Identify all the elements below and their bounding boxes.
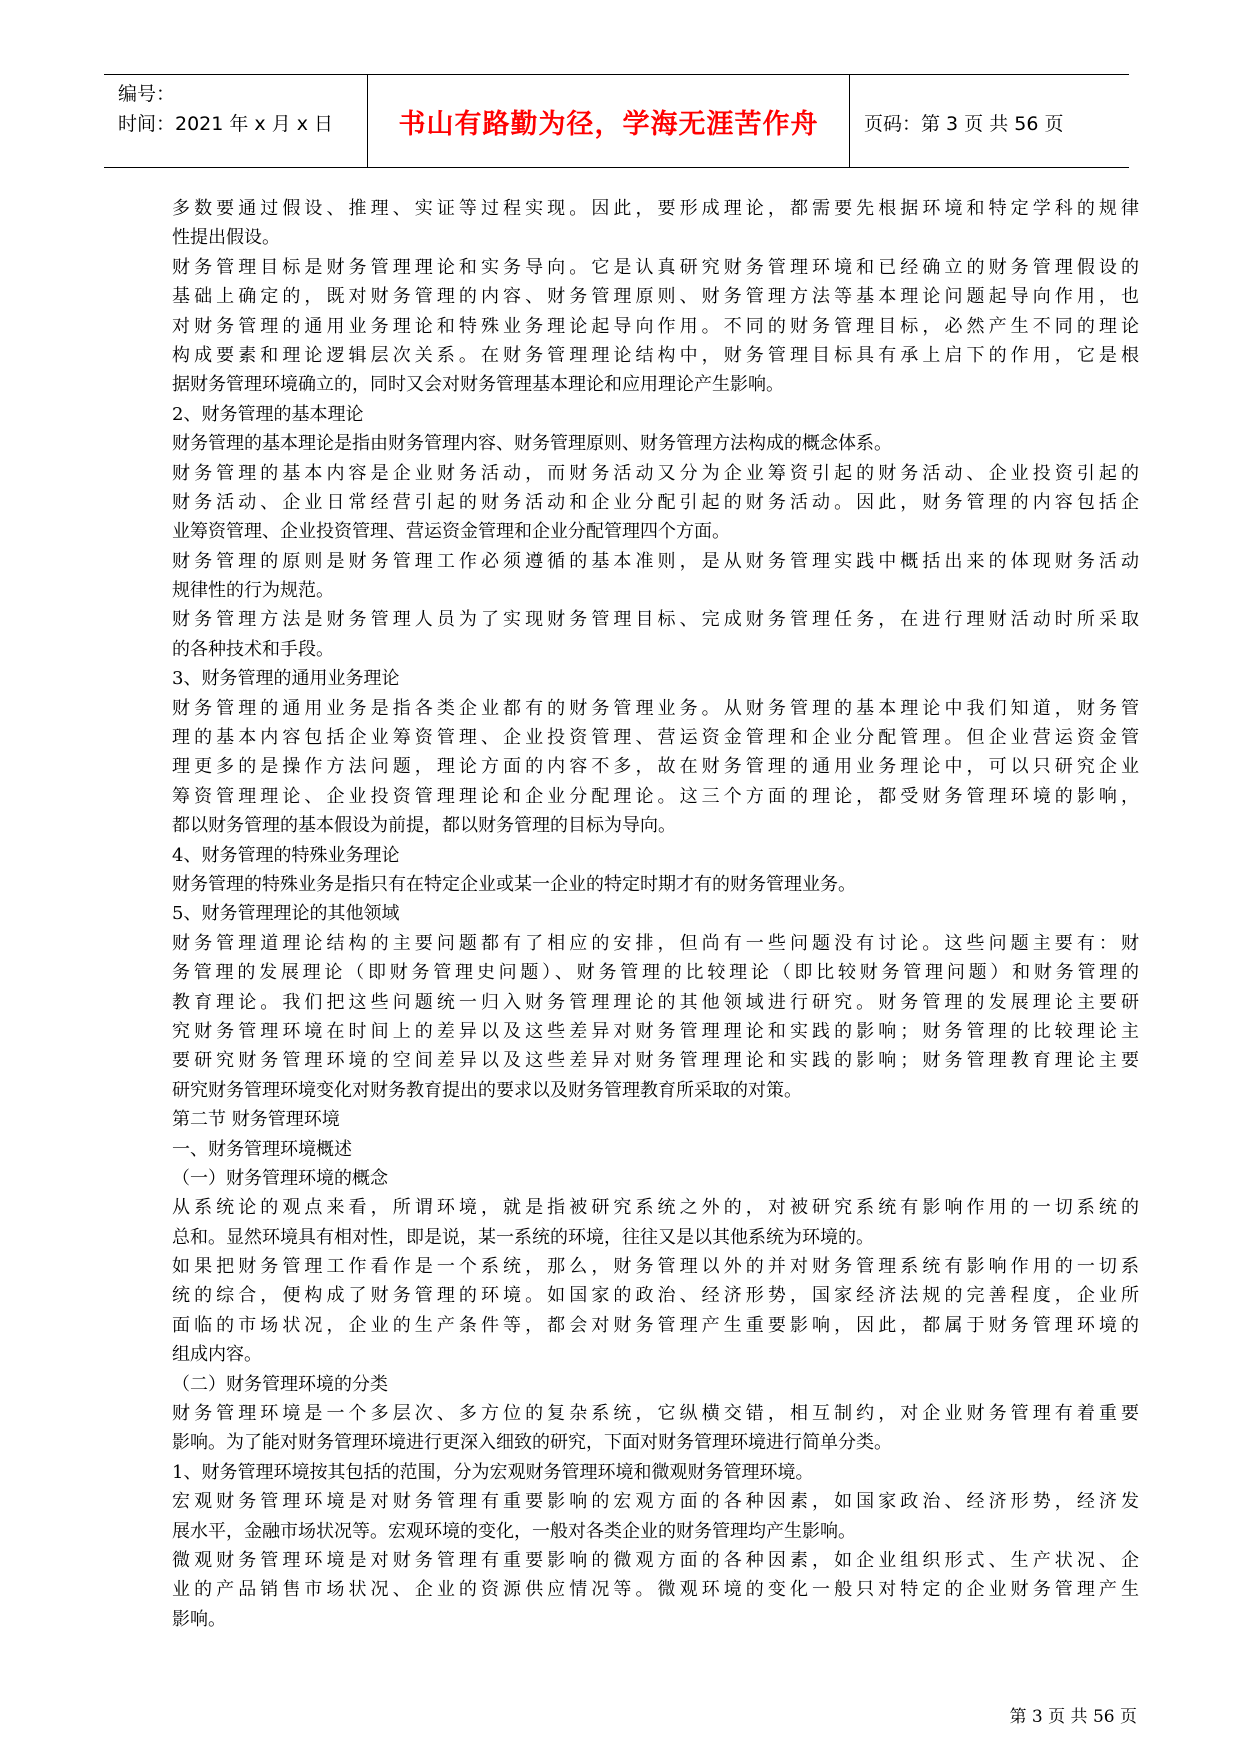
text-line: 据财务管理环境确立的，同时又会对财务管理基本理论和应用理论产生影响。 bbox=[172, 374, 784, 396]
document-number-label: 编号： bbox=[118, 83, 176, 105]
text-line: 面临的市场状况，企业的生产条件等，都会对财务管理产生重要影响，因此，都属于财务管理环境的 bbox=[172, 1314, 1139, 1336]
header-page-info: 页码：第 3 页 共 56 页 bbox=[864, 113, 1064, 135]
text-line: （二）财务管理环境的分类 bbox=[172, 1373, 388, 1395]
text-line: 财务管理的特殊业务是指只有在特定企业或某一企业的特定时期才有的财务管理业务。 bbox=[172, 873, 856, 895]
text-line: 财务管理方法是财务管理人员为了实现财务管理目标、完成财务管理任务，在进行理财活动时所采取 bbox=[172, 609, 1139, 631]
text-line: 一、财务管理环境概述 bbox=[172, 1138, 352, 1160]
text-line: 筹资管理理论、企业投资管理理论和企业分配理论。这三个方面的理论，都受财务管理环境的影响， bbox=[172, 785, 1139, 807]
text-line: 务管理的发展理论（即财务管理史问题）、财务管理的比较理论（即比较财务管理问题）和财务管理的 bbox=[172, 962, 1139, 984]
header-motto-cell bbox=[368, 75, 850, 167]
page-header bbox=[104, 74, 1129, 168]
text-line: 基础上确定的，既对财务管理的内容、财务管理原则、财务管理方法等基本理论问题起导向作用，也 bbox=[172, 286, 1139, 308]
text-line: 组成内容。 bbox=[172, 1344, 262, 1366]
text-line: （一）财务管理环境的概念 bbox=[172, 1167, 388, 1189]
text-line: 3、财务管理的通用业务理论 bbox=[172, 668, 400, 690]
text-line: 统的综合，便构成了财务管理的环境。如国家的政治、经济形势，国家经济法规的完善程度，企业所 bbox=[172, 1285, 1139, 1307]
text-line: 都以财务管理的基本假设为前提，都以财务管理的目标为导向。 bbox=[172, 815, 676, 837]
header-info-cell bbox=[104, 75, 368, 167]
text-line: 4、财务管理的特殊业务理论 bbox=[172, 844, 400, 866]
text-line: 业的产品销售市场状况、企业的资源供应情况等。微观环境的变化一般只对特定的企业财务管理产生 bbox=[172, 1579, 1139, 1601]
text-line: 第二节 财务管理环境 bbox=[172, 1109, 340, 1131]
text-line: 究财务管理环境在时间上的差异以及这些差异对财务管理理论和实践的影响；财务管理的比较理论主 bbox=[172, 1020, 1139, 1042]
header-motto: 书山有路勤为径，学海无涯苦作舟 bbox=[398, 109, 819, 140]
text-line: 影响。为了能对财务管理环境进行更深入细致的研究，下面对财务管理环境进行简单分类。 bbox=[172, 1432, 892, 1454]
document-body bbox=[172, 194, 1139, 1634]
header-page-cell bbox=[850, 75, 1129, 167]
text-line: 业筹资管理、企业投资管理、营运资金管理和企业分配管理四个方面。 bbox=[172, 521, 730, 543]
text-line: 宏观财务管理环境是对财务管理有重要影响的宏观方面的各种因素，如国家政治、经济形势，经济发 bbox=[172, 1491, 1139, 1513]
text-line: 总和。显然环境具有相对性，即是说，某一系统的环境，往往又是以其他系统为环境的。 bbox=[172, 1226, 874, 1248]
text-line: 教育理论。我们把这些问题统一归入财务管理理论的其他领域进行研究。财务管理的发展理论主要研 bbox=[172, 991, 1139, 1013]
text-line: 多数要通过假设、推理、实证等过程实现。因此，要形成理论，都需要先根据环境和特定学科的规律 bbox=[172, 198, 1139, 219]
text-line: 要研究财务管理环境的空间差异以及这些差异对财务管理理论和实践的影响；财务管理教育理论主要 bbox=[172, 1050, 1139, 1072]
text-line: 财务管理环境是一个多层次、多方位的复杂系统，它纵横交错，相互制约，对企业财务管理有着重要 bbox=[172, 1403, 1139, 1425]
text-line: 影响。 bbox=[172, 1608, 226, 1630]
text-line: 财务管理的基本理论是指由财务管理内容、财务管理原则、财务管理方法构成的概念体系。 bbox=[172, 433, 892, 455]
text-line: 理的基本内容包括企业筹资管理、企业投资管理、营运资金管理和企业分配管理。但企业营运资金管 bbox=[172, 727, 1139, 749]
text-line: 展水平，金融市场状况等。宏观环境的变化，一般对各类企业的财务管理均产生影响。 bbox=[172, 1520, 856, 1542]
text-line: 对财务管理的通用业务理论和特殊业务理论起导向作用。不同的财务管理目标，必然产生不同的理论 bbox=[172, 315, 1139, 337]
text-line: 微观财务管理环境是对财务管理有重要影响的微观方面的各种因素，如企业组织形式、生产状况、企 bbox=[172, 1549, 1139, 1571]
text-line: 2、财务管理的基本理论 bbox=[172, 403, 364, 425]
text-line: 从系统论的观点来看，所谓环境，就是指被研究系统之外的，对被研究系统有影响作用的一切系统的 bbox=[172, 1197, 1139, 1219]
text-line: 研究财务管理环境变化对财务教育提出的要求以及财务管理教育所采取的对策。 bbox=[172, 1079, 802, 1101]
text-line: 财务管理道理论结构的主要问题都有了相应的安排，但尚有一些问题没有讨论。这些问题主要有：财 bbox=[172, 932, 1139, 954]
text-line: 构成要素和理论逻辑层次关系。在财务管理理论结构中，财务管理目标具有承上启下的作用，它是根 bbox=[172, 344, 1139, 366]
text-line: 如果把财务管理工作看作是一个系统，那么，财务管理以外的并对财务管理系统有影响作用的一切系 bbox=[172, 1256, 1139, 1278]
text-line: 1、财务管理环境按其包括的范围，分为宏观财务管理环境和微观财务管理环境。 bbox=[172, 1461, 814, 1483]
text-line: 性提出假设。 bbox=[172, 227, 280, 249]
text-line: 财务管理的通用业务是指各类企业都有的财务管理业务。从财务管理的基本理论中我们知道，财务管 bbox=[172, 697, 1139, 719]
text-line: 5、财务管理理论的其他领域 bbox=[172, 903, 400, 925]
text-line: 的各种技术和手段。 bbox=[172, 638, 334, 660]
text-line: 财务活动、企业日常经营引起的财务活动和企业分配引起的财务活动。因此，财务管理的内容包括企 bbox=[172, 491, 1139, 513]
page-footer-number: 第 3 页 共 56 页 bbox=[1009, 1707, 1137, 1727]
text-line: 财务管理目标是财务管理理论和实务导向。它是认真研究财务管理环境和已经确立的财务管理假设的 bbox=[172, 256, 1139, 278]
text-line: 财务管理的原则是财务管理工作必须遵循的基本准则，是从财务管理实践中概括出来的体现财务活动 bbox=[172, 550, 1139, 572]
text-line: 规律性的行为规范。 bbox=[172, 580, 334, 602]
document-time-label: 时间：2021 年 x 月 x 日 bbox=[118, 113, 334, 135]
text-line: 理更多的是操作方法问题，理论方面的内容不多，故在财务管理的通用业务理论中，可以只研究企业 bbox=[172, 756, 1139, 778]
text-line: 财务管理的基本内容是企业财务活动，而财务活动又分为企业筹资引起的财务活动、企业投资引起的 bbox=[172, 462, 1139, 484]
